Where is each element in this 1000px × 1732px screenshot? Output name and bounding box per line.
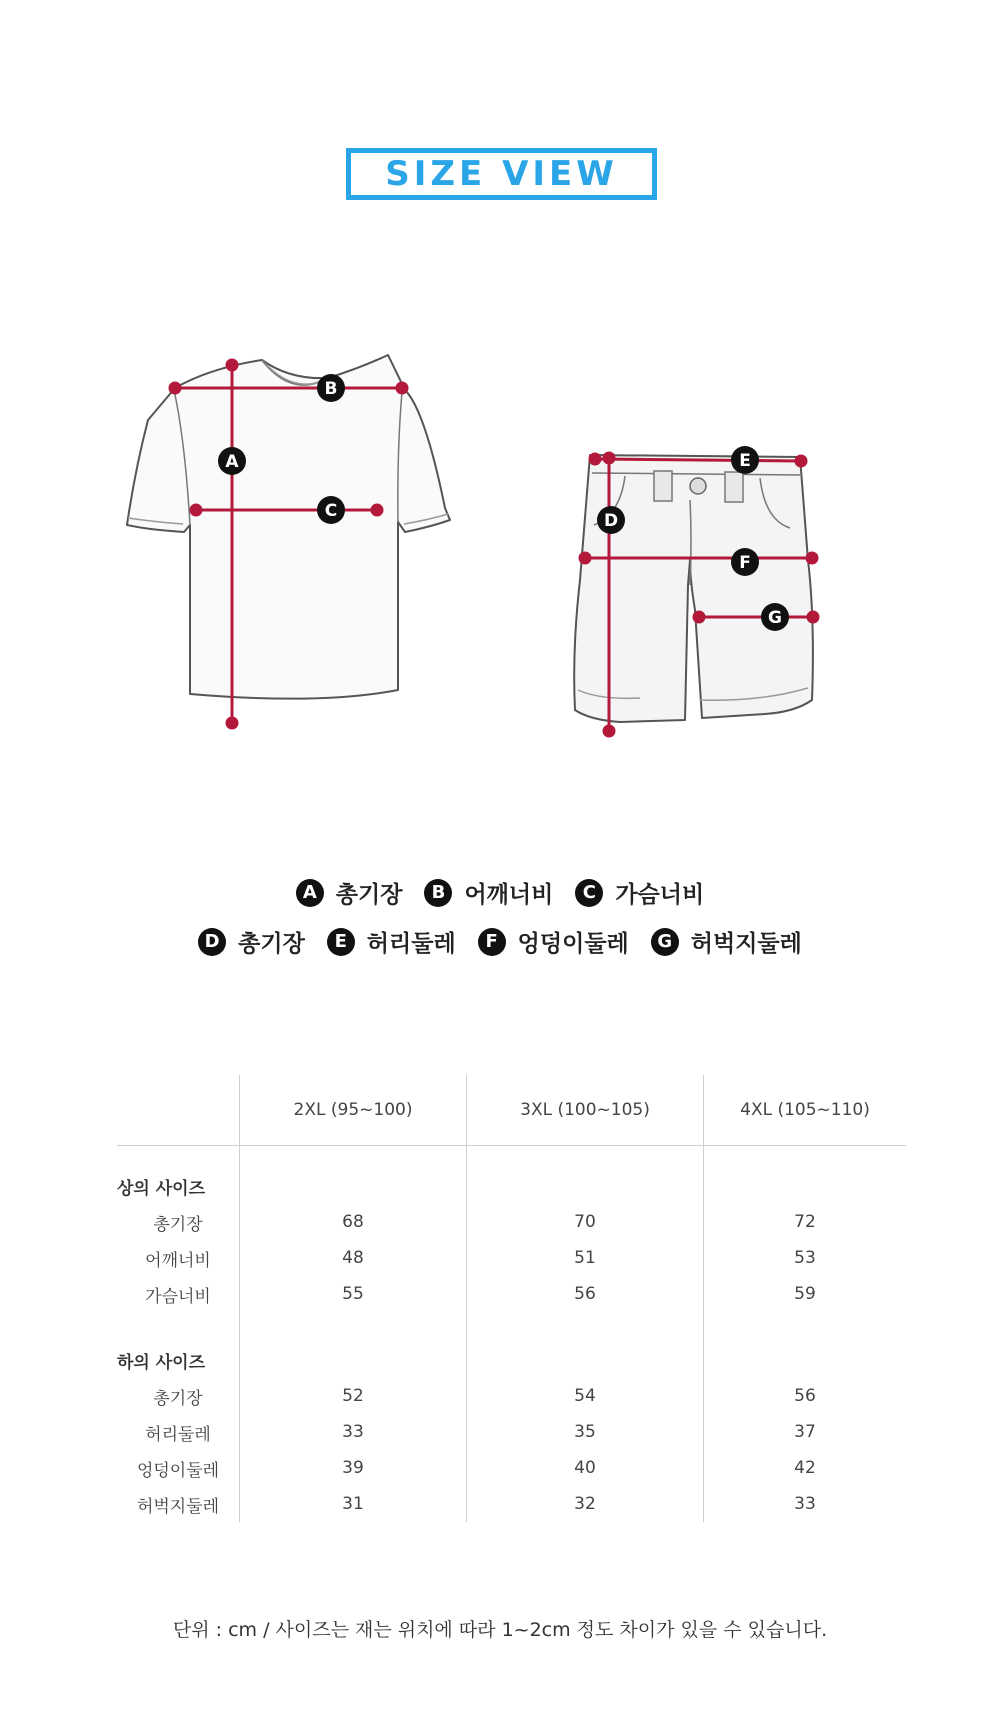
table-cell: 59: [704, 1276, 907, 1312]
section-title-bottom: 하의 사이즈: [117, 1352, 206, 1373]
endpoint-dot: [604, 453, 614, 463]
table-cell: 35: [467, 1414, 704, 1450]
marker-d: [597, 506, 625, 534]
legend-item-e: [327, 925, 456, 958]
table-header-empty: [117, 1075, 240, 1146]
svg-text:F: F: [739, 553, 751, 573]
legend-label: 총기장: [238, 931, 305, 957]
legend-label: 허벅지둘레: [690, 931, 802, 957]
size-table-area: [0, 1075, 1000, 1522]
table-row: [117, 1240, 906, 1276]
legend-item-f: [478, 925, 629, 958]
endpoint-dot: [808, 612, 818, 622]
legend-row-top: [0, 876, 1000, 909]
table-cell: 52: [240, 1378, 467, 1414]
table-cell: 37: [704, 1414, 907, 1450]
svg-text:C: C: [324, 501, 338, 521]
endpoint-dot: [807, 553, 817, 563]
legend-label: 어깨너비: [464, 882, 554, 908]
badge-a: A: [296, 879, 324, 907]
table-cell: 33: [240, 1414, 467, 1450]
table-cell: 51: [467, 1240, 704, 1276]
table-cell: 48: [240, 1240, 467, 1276]
endpoint-dot: [227, 360, 237, 370]
size-footnote: 단위 : cm / 사이즈는 재는 위치에 따라 1~2cm 정도 차이가 있을 수 있습니다.: [172, 1619, 828, 1641]
legend-label: 엉덩이둘레: [517, 931, 629, 957]
legend-item-a: [296, 876, 403, 909]
table-row: [117, 1276, 906, 1312]
column-header-3xl: 3XL (100~105): [467, 1075, 704, 1146]
table-cell: 68: [240, 1204, 467, 1240]
table-row: [117, 1378, 906, 1414]
marker-g: [761, 603, 789, 631]
column-header-4xl: 4XL (105~110): [704, 1075, 907, 1146]
marker-b: [317, 374, 345, 402]
row-label: 엉덩이둘레: [136, 1460, 220, 1481]
badge-c: C: [575, 879, 603, 907]
table-cell: 55: [240, 1276, 467, 1312]
section-row-top: [117, 1168, 906, 1204]
table-cell: 56: [704, 1378, 907, 1414]
endpoint-dot: [227, 718, 237, 728]
line-e-waist: [595, 459, 801, 461]
table-header-row: [117, 1075, 906, 1146]
table-spacer: [117, 1146, 906, 1169]
badge-f: F: [478, 928, 506, 956]
section-row-bottom: [117, 1342, 906, 1378]
legend-item-d: [198, 925, 305, 958]
badge-e: E: [327, 928, 355, 956]
size-view-title: SIZE VIEW: [385, 154, 618, 194]
section-title-top: 상의 사이즈: [117, 1178, 206, 1199]
tshirt-illustration: [127, 355, 450, 699]
row-label: 어깨너비: [145, 1250, 211, 1271]
endpoint-dot: [796, 456, 806, 466]
table-cell: 40: [467, 1450, 704, 1486]
table-cell: 53: [704, 1240, 907, 1276]
table-cell: 31: [240, 1486, 467, 1522]
marker-e: [731, 446, 759, 474]
endpoint-dot: [170, 383, 180, 393]
legend-label: 허리둘레: [366, 931, 456, 957]
marker-f: [731, 548, 759, 576]
table-row: [117, 1414, 906, 1450]
legend-row-bottom: [0, 925, 1000, 958]
badge-b: B: [424, 879, 452, 907]
table-cell: 54: [467, 1378, 704, 1414]
svg-text:B: B: [324, 379, 338, 399]
endpoint-dot: [191, 505, 201, 515]
table-cell: 42: [704, 1450, 907, 1486]
marker-a: [218, 447, 246, 475]
badge-g: G: [651, 928, 679, 956]
table-cell: 56: [467, 1276, 704, 1312]
legend-item-g: [651, 925, 802, 958]
legend-item-c: [575, 876, 704, 909]
table-row: [117, 1486, 906, 1522]
row-label: 허벅지둘레: [136, 1496, 220, 1517]
measurement-diagram: [0, 0, 1000, 780]
row-label: 허리둘레: [145, 1424, 211, 1445]
table-cell: 70: [467, 1204, 704, 1240]
endpoint-dot: [580, 553, 590, 563]
table-row: [117, 1450, 906, 1486]
endpoint-dot: [604, 726, 614, 736]
badge-d: D: [198, 928, 226, 956]
column-header-2xl: 2XL (95~100): [240, 1075, 467, 1146]
endpoint-dot: [590, 454, 600, 464]
table-cell: 72: [704, 1204, 907, 1240]
svg-text:E: E: [739, 451, 751, 471]
legend-label: 가슴너비: [615, 882, 705, 908]
endpoint-dot: [694, 612, 704, 622]
row-label: 총기장: [153, 1214, 203, 1235]
svg-text:D: D: [603, 511, 619, 531]
row-label: 가슴너비: [145, 1286, 211, 1307]
table-spacer: [117, 1312, 906, 1342]
endpoint-dot: [372, 505, 382, 515]
svg-text:G: G: [768, 608, 782, 628]
table-row: [117, 1204, 906, 1240]
table-cell: 39: [240, 1450, 467, 1486]
table-cell: 33: [704, 1486, 907, 1522]
svg-text:A: A: [225, 452, 239, 472]
size-table: [117, 1075, 906, 1522]
row-label: 총기장: [153, 1388, 203, 1409]
legend-item-b: [424, 876, 553, 909]
legend-label: 총기장: [335, 882, 403, 908]
table-cell: 32: [467, 1486, 704, 1522]
marker-c: [317, 496, 345, 524]
endpoint-dot: [397, 383, 407, 393]
